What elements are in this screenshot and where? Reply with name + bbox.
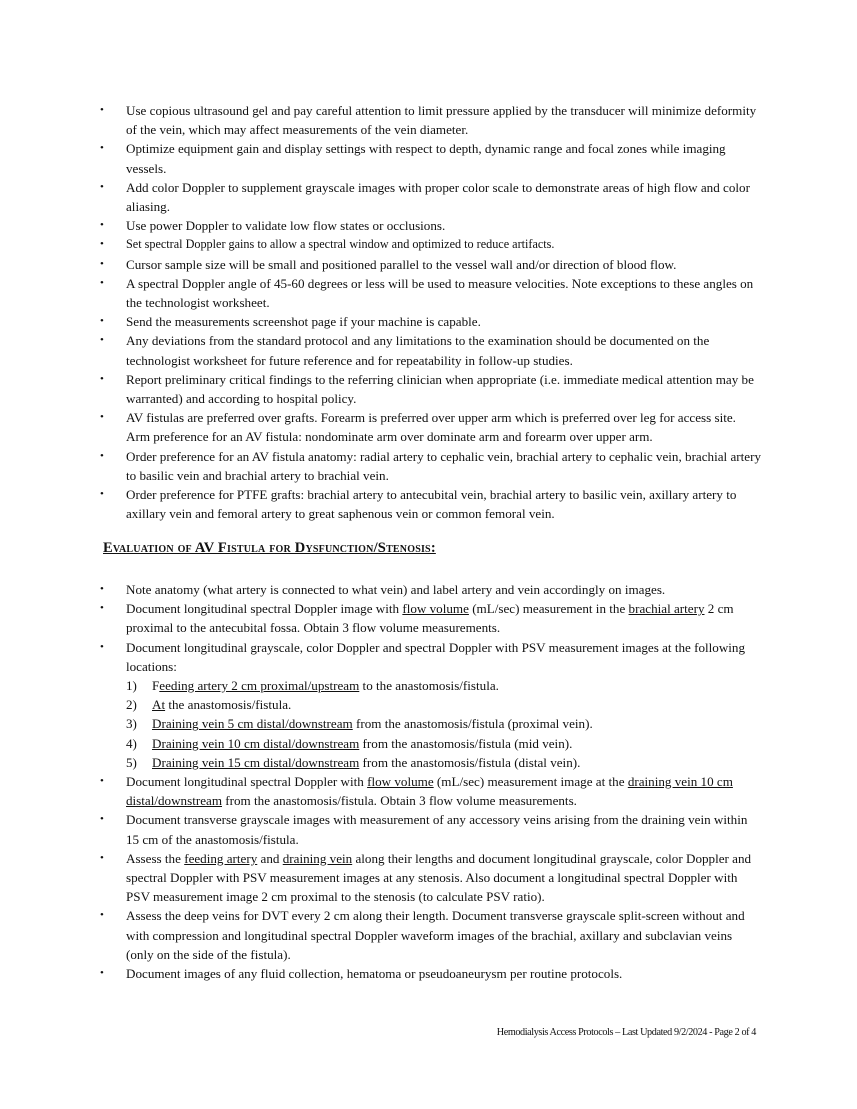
bullet-glyph: • xyxy=(100,775,104,788)
bullet-glyph: • xyxy=(100,372,104,385)
location-item: 1) Feeding artery 2 cm proximal/upstream to the anastomosis/fistula. xyxy=(126,678,499,694)
underlined-term: flow volume xyxy=(402,601,469,617)
list-item: • Use power Doppler to validate low flow states or occlusions. xyxy=(0,216,857,235)
list-item: • Send the measurements screenshot page if your machine is capable. xyxy=(0,312,857,331)
bullet-glyph: • xyxy=(100,238,104,251)
bullet-glyph: • xyxy=(100,315,104,328)
underlined-term: draining vein xyxy=(282,850,353,866)
list-item: • Report preliminary critical findings to the referring clinician when appropriate (i.e. immediate medical attention may be warranted) and according to hospital policy. xyxy=(100,371,754,407)
protocol-bullet-list xyxy=(0,101,857,523)
list-item: • Use copious ultrasound gel and pay careful attention to limit pressure applied by the transducer will minimize deformity of the vein, which may affect measurements of the vein diameter. xyxy=(100,103,757,138)
bullet-glyph: • xyxy=(100,142,104,155)
list-item: • A spectral Doppler angle of 45-60 degrees or less will be used to measure velocities. Note exceptions to these angles on the technologist worksheet. xyxy=(100,275,754,311)
bullet-glyph: • xyxy=(100,813,104,826)
bullet-glyph: • xyxy=(100,583,104,595)
underlined-term: brachial artery xyxy=(628,601,705,617)
bullet-glyph: • xyxy=(100,180,104,193)
bullet-glyph: • xyxy=(100,967,104,980)
location-item: 3) Draining vein 5 cm distal/downstream from the anastomosis/fistula (proximal vein). xyxy=(126,716,593,732)
list-item: • Add color Doppler to supplement grayscale images with proper color scale to demonstrate areas of high flow and color aliasing. xyxy=(100,179,750,215)
bullet-glyph: • xyxy=(100,411,104,424)
bullet-glyph: • xyxy=(100,488,104,501)
list-item: • Document longitudinal grayscale, color Doppler and spectral Doppler with PSV measurement images at the following locations: 1) Feeding artery 2 cm proximal/upstream to the anastomosis/fistula. 2) At the anastomosis/fistula. 3) Draining vein 5 cm distal/downstream from the anastomosis/fistula (proximal vein). 4) Draining vein 10 cm distal/downstream from the anastomosis/fistula (mid vein). 5) Draining vein 15 cm distal/downstream from the anastomosis/fistula (distal vein). xyxy=(0,638,857,772)
location-item: 4) Draining vein 10 cm distal/downstream from the anastomosis/fistula (mid vein). xyxy=(126,735,573,751)
bullet-glyph: • xyxy=(100,449,104,462)
list-item: • Optimize equipment gain and display settings with respect to depth, dynamic range and focal zones while imaging vessels. xyxy=(100,141,726,176)
list-item: • Document longitudinal spectral Doppler image with flow volume (mL/sec) measurement in the brachial artery 2 cm proximal to the antecubital fossa. Obtain 3 flow volume measurements. xyxy=(100,601,734,636)
underlined-term: flow volume xyxy=(367,774,434,790)
bullet-glyph: • xyxy=(100,276,104,289)
location-item: 5) Draining vein 15 cm distal/downstream from the anastomosis/fistula (distal vein). xyxy=(126,754,581,770)
list-item: • Document images of any fluid collection, hematoma or pseudoaneurysm per routine protocols. xyxy=(0,964,857,983)
location-list xyxy=(126,676,761,772)
page-footer: Hemodialysis Access Protocols – Last Updated 9/2/2024 - Page 2 of 4 xyxy=(496,1027,756,1038)
location-item: 2) At the anastomosis/fistula. xyxy=(126,697,292,713)
bullet-glyph: • xyxy=(100,851,104,864)
bullet-glyph: • xyxy=(100,602,104,615)
list-item: • Assess the feeding artery and draining vein along their lengths and document longitudinal grayscale, color Doppler and spectral Doppler with PSV measurement images at any stenosis. Also document a longitudinal spectral Doppler with PSV measurement image 2 cm proximal to the stenosis (to calculate PSV ratio). xyxy=(100,850,752,905)
list-item: • Assess the deep veins for DVT every 2 cm along their length. Document transverse grayscale split-screen without and with compression and longitudinal spectral Doppler waveform images of the brachial, axillary and subclavian veins (only on the side of the fistula). xyxy=(100,908,745,962)
bullet-glyph: • xyxy=(100,104,104,116)
fistula-evaluation-list xyxy=(0,580,857,983)
bullet-glyph: • xyxy=(100,219,104,232)
list-item: • Document longitudinal spectral Doppler with flow volume (mL/sec) measurement image at the draining vein 10 cm distal/downstream from the anastomosis/fistula. Obtain 3 flow volume measurements. xyxy=(100,774,733,809)
bullet-glyph: • xyxy=(100,334,104,347)
list-item: • Any deviations from the standard protocol and any limitations to the examination should be documented on the technologist worksheet for future reference and for repeatability in follow-up studies. xyxy=(100,333,710,368)
list-item: • Note anatomy (what artery is connected to what vein) and label artery and vein accordingly on images. xyxy=(0,580,857,599)
section-heading: Evaluation of AV Fistula for Dysfunction/Stenosis: xyxy=(103,540,436,556)
underlined-term: draining vein 10 cm distal/downstream xyxy=(126,774,733,809)
list-item: • Cursor sample size will be small and positioned parallel to the vessel wall and/or direction of blood flow. xyxy=(0,255,857,274)
bullet-glyph: • xyxy=(100,640,104,653)
list-item: • Order preference for PTFE grafts: brachial artery to antecubital vein, brachial artery to basilic vein, axillary artery to axillary vein and femoral artery to great saphenous vein or common femoral vein. xyxy=(100,487,737,522)
list-item: • Order preference for an AV fistula anatomy: radial artery to cephalic vein, brachial artery to cephalic vein, brachial artery to basilic vein and brachial artery to brachial vein. xyxy=(100,448,761,483)
list-item: • Set spectral Doppler gains to allow a spectral window and optimized to reduce artifacts. xyxy=(0,235,857,254)
bullet-glyph: • xyxy=(100,909,104,922)
list-item: • AV fistulas are preferred over grafts. Forearm is preferred over upper arm which is preferred over leg for access site. Arm preference for an AV fistula: nondominate arm over dominate arm and forearm over upper arm. xyxy=(100,410,736,445)
bullet-glyph: • xyxy=(100,257,104,270)
underlined-term: feeding artery xyxy=(184,850,258,866)
list-item: • Document transverse grayscale images with measurement of any accessory veins arising from the draining vein within 15 cm of the anastomosis/fistula. xyxy=(100,812,748,847)
